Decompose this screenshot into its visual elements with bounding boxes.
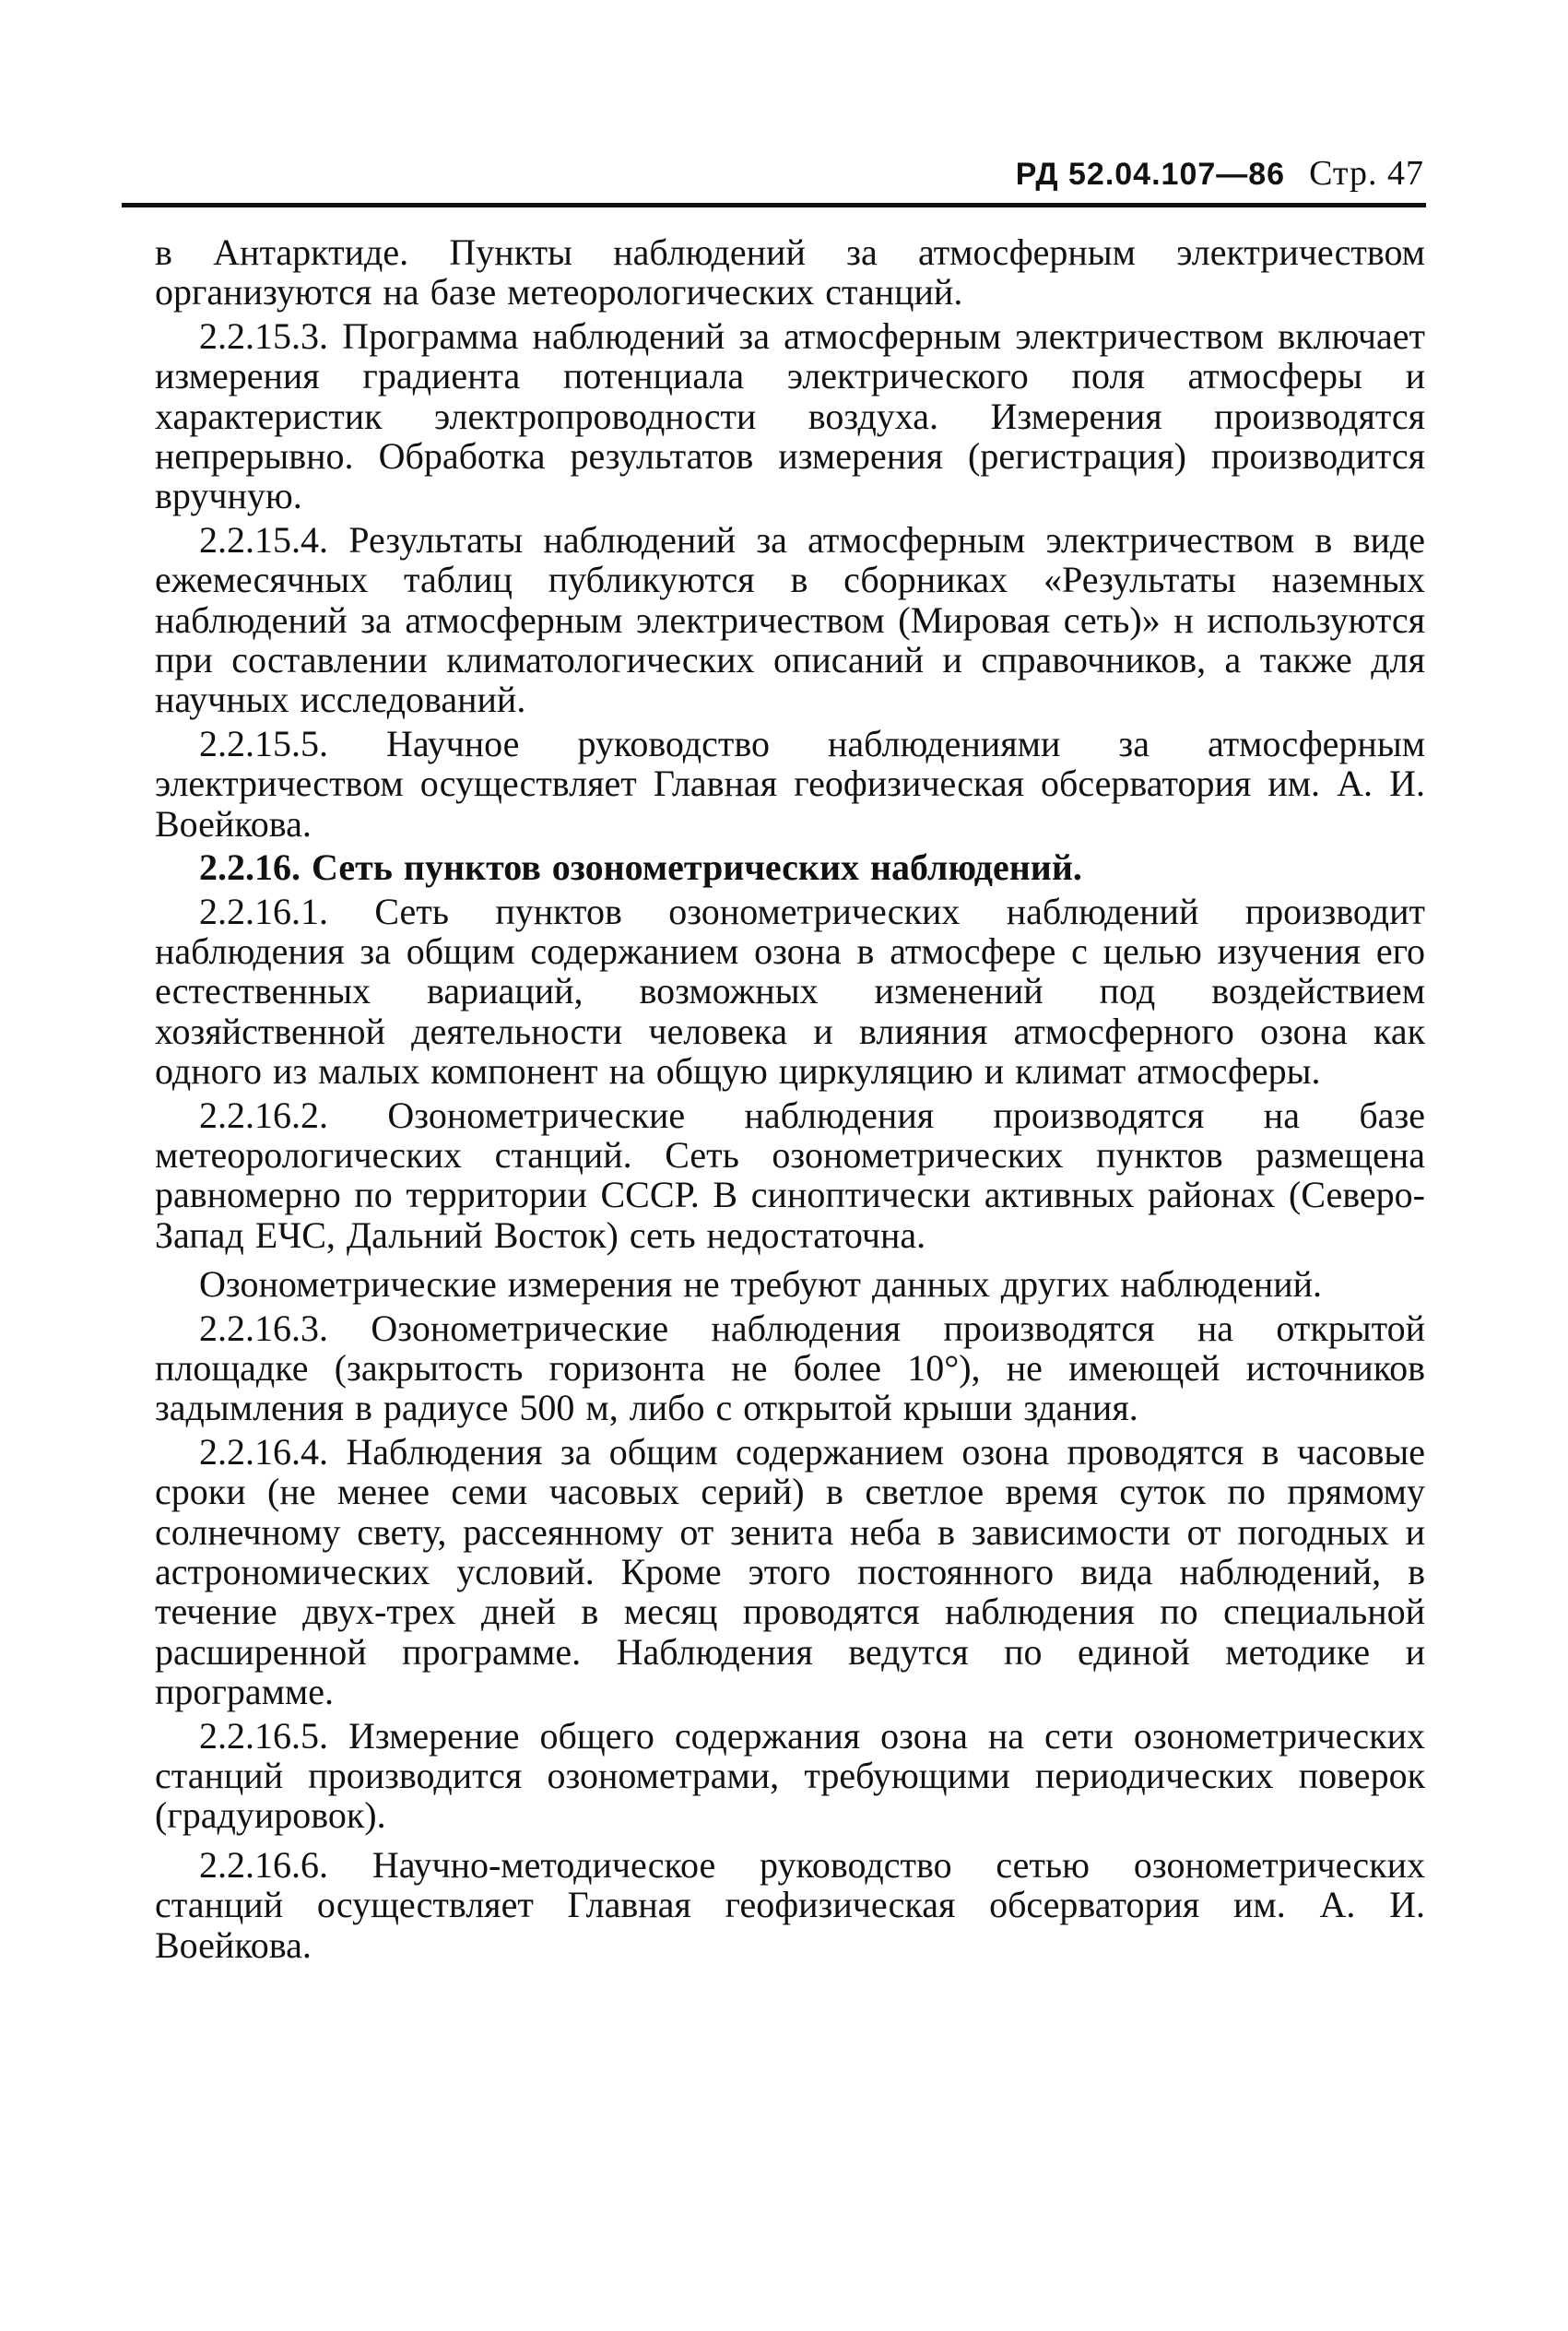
- page-number: Стр. 47: [1309, 154, 1424, 193]
- document-code: РД 52.04.107—86: [1015, 157, 1286, 192]
- page-header: [0, 153, 1424, 194]
- paragraph-2-2-15-5: 2.2.15.5. Научное руководство наблюдениями за атмосферным электричеством осуществляет Главная геофизическая обсерватория им. А. И. Воейкова.: [155, 722, 1425, 845]
- paragraph-2-2-16-1: 2.2.16.1. Сеть пунктов озонометрических наблюдений производит наблюдения за общим содержанием озона в атмосфере с целью изучения его естественных вариаций, возможных изменений под воздействием хозяйственной деятельности человека и влияния атмосферного озона как одного из малых компонент на общую циркуляцию и климат атмосферы.: [155, 890, 1425, 1093]
- document-body: [155, 232, 1425, 1969]
- paragraph-2-2-16-3: 2.2.16.3. Озонометрические наблюдения производятся на открытой площадке (закрытость горизонта не более 10°), не имеющей источников задымления в радиусе 500 м, либо с открытой крыши здания.: [155, 1307, 1425, 1429]
- paragraph-ozone-measurements: Озонометрические измерения не требуют данных других наблюдений.: [199, 1263, 1323, 1306]
- section-heading-2-2-16: 2.2.16. Сеть пунктов озонометрических наблюдений.: [199, 846, 1082, 889]
- paragraph-2-2-16-4: 2.2.16.4. Наблюдения за общим содержанием озона проводятся в часовые сроки (не менее семи часовых серий) в светлое время суток по прямому солнечному свету, рассеянному от зенита неба в зависимости от погодных и астрономических условий. Кроме этого постоянного вида наблюдений, в течение двух-трех дней в месяц проводятся наблюдения по специальной расширенной программе. Наблюдения ведутся по единой методике и программе.: [155, 1430, 1425, 1713]
- paragraph-2-2-16-5: 2.2.16.5. Измерение общего содержания озона на сети озонометрических станций производится озонометрами, требующими периодических поверок (градуировок).: [155, 1714, 1425, 1837]
- paragraph-2-2-16-2: 2.2.16.2. Озонометрические наблюдения производятся на базе метеорологических станций. Сеть озонометрических пунктов размещена равномерно по территории СССР. В синоптически активных районах (Северо-Запад ЕЧС, Дальний Восток) сеть недостаточна.: [155, 1094, 1425, 1256]
- paragraph-2-2-15-3: 2.2.15.3. Программа наблюдений за атмосферным электричеством включает измерения градиента потенциала электрического поля атмосферы и характеристик электропроводности воздуха. Измерения производятся непрерывно. Обработка результатов измерения (регистрация) производится вручную.: [155, 314, 1425, 517]
- paragraph-2-2-15-4: 2.2.15.4. Результаты наблюдений за атмосферным электричеством в виде ежемесячных таблиц публикуются в сборниках «Результаты наземных наблюдений за атмосферным электричеством (Мировая сеть)» н используются при составлении климатологических описаний и справочников, а также для научных исследований.: [155, 518, 1425, 721]
- paragraph-2-2-16-6: 2.2.16.6. Научно-методическое руководство сетью озонометрических станций осуществляет Главная геофизическая обсерватория им. А. И. Воейкова.: [155, 1843, 1425, 1966]
- header-divider: [122, 203, 1426, 207]
- paragraph-continuation: в Антарктиде. Пункты наблюдений за атмосферным электричеством организуются на базе метеорологических станций.: [155, 231, 1425, 314]
